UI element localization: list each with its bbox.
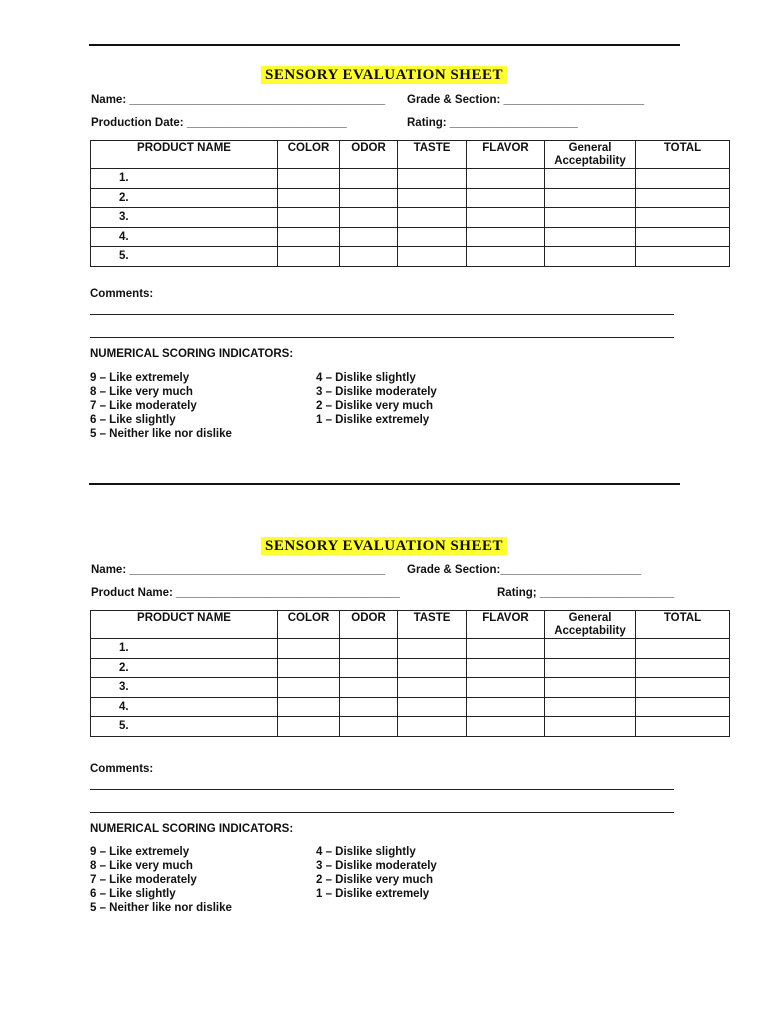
scale-item: 4 – Dislike slightly [316, 846, 416, 858]
table-cell[interactable] [398, 717, 467, 737]
col-header-color: COLOR [278, 611, 340, 639]
table-cell[interactable] [467, 678, 545, 698]
table-cell[interactable] [636, 697, 730, 717]
table-cell[interactable] [467, 188, 545, 208]
table-cell[interactable] [467, 227, 545, 247]
col-header-total: TOTAL [636, 141, 730, 169]
table-cell[interactable] [636, 227, 730, 247]
col-header-general-acceptability: General Acceptability [545, 141, 636, 169]
table-row [91, 188, 730, 208]
table-cell[interactable] [636, 639, 730, 659]
scale-item: 7 – Like moderately [90, 874, 197, 886]
comments-label: Comments: [90, 288, 154, 300]
table-cell[interactable] [398, 697, 467, 717]
rating-field[interactable]: Rating: ____________________ [407, 117, 578, 129]
table-row [91, 717, 730, 737]
sheet-title: SENSORY EVALUATION SHEET [261, 537, 507, 555]
scale-like-column [90, 371, 232, 441]
product-name-field[interactable]: Product Name: ___________________________________ [91, 587, 400, 599]
table-cell[interactable] [545, 188, 636, 208]
scoring-title: NUMERICAL SCORING INDICATORS: [90, 823, 294, 835]
table-cell[interactable] [467, 247, 545, 267]
table-cell[interactable] [340, 227, 398, 247]
evaluation-sheet-2 [0, 483, 768, 953]
col-header-flavor: FLAVOR [467, 141, 545, 169]
table-cell[interactable] [545, 658, 636, 678]
row-number: 5. [91, 247, 278, 267]
table-row [91, 169, 730, 189]
comment-line[interactable] [90, 789, 674, 790]
rating-field[interactable]: Rating; _____________________ [497, 587, 675, 599]
scale-item: 8 – Like very much [90, 860, 193, 872]
col-header-product-name: PRODUCT NAME [91, 611, 278, 639]
table-cell[interactable] [636, 169, 730, 189]
table-cell[interactable] [340, 658, 398, 678]
row-number: 2. [91, 188, 278, 208]
table-cell[interactable] [278, 169, 340, 189]
scale-dislike-column [316, 371, 437, 427]
table-row [91, 639, 730, 659]
scale-item: 1 – Dislike extremely [316, 888, 430, 900]
table-cell[interactable] [636, 658, 730, 678]
table-row [91, 208, 730, 228]
col-header-total: TOTAL [636, 611, 730, 639]
scale-item: 2 – Dislike very much [316, 874, 433, 886]
scale-item: 8 – Like very much [90, 386, 193, 398]
scale-item: 9 – Like extremely [90, 372, 190, 384]
table-cell[interactable] [278, 639, 340, 659]
scale-item: 4 – Dislike slightly [316, 372, 416, 384]
table-cell[interactable] [636, 247, 730, 267]
table-cell[interactable] [398, 658, 467, 678]
scale-item: 5 – Neither like nor dislike [90, 428, 232, 440]
table-cell[interactable] [467, 169, 545, 189]
table-cell[interactable] [467, 208, 545, 228]
table-cell[interactable] [398, 678, 467, 698]
grade-section-field[interactable]: Grade & Section: ______________________ [407, 94, 645, 106]
table-cell[interactable] [545, 697, 636, 717]
table-cell[interactable] [398, 247, 467, 267]
col-header-odor: ODOR [340, 141, 398, 169]
scale-item: 2 – Dislike very much [316, 400, 433, 412]
table-cell[interactable] [278, 188, 340, 208]
table-cell[interactable] [467, 717, 545, 737]
table-row [91, 227, 730, 247]
scale-like-column [90, 845, 232, 915]
table-cell[interactable] [278, 247, 340, 267]
table-cell[interactable] [278, 717, 340, 737]
row-number: 1. [91, 169, 278, 189]
table-cell[interactable] [545, 169, 636, 189]
table-cell[interactable] [340, 639, 398, 659]
scale-item: 3 – Dislike moderately [316, 386, 437, 398]
production-date-field[interactable]: Production Date: _________________________ [91, 117, 347, 129]
row-number: 4. [91, 697, 278, 717]
table-cell[interactable] [636, 188, 730, 208]
grade-section-field[interactable]: Grade & Section:______________________ [407, 564, 642, 576]
table-cell[interactable] [340, 678, 398, 698]
col-header-color: COLOR [278, 141, 340, 169]
col-header-taste: TASTE [398, 611, 467, 639]
table-cell[interactable] [340, 208, 398, 228]
scale-item: 6 – Like slightly [90, 888, 176, 900]
table-cell[interactable] [545, 717, 636, 737]
table-cell[interactable] [340, 188, 398, 208]
table-row [91, 658, 730, 678]
table-cell[interactable] [340, 697, 398, 717]
row-number: 5. [91, 717, 278, 737]
name-field[interactable]: Name: ________________________________________ [91, 564, 386, 576]
row-number: 3. [91, 208, 278, 228]
table-cell[interactable] [340, 247, 398, 267]
table-cell[interactable] [278, 697, 340, 717]
table-cell[interactable] [467, 658, 545, 678]
scale-item: 6 – Like slightly [90, 414, 176, 426]
table-cell[interactable] [398, 188, 467, 208]
evaluation-table [90, 140, 730, 267]
top-divider [89, 44, 680, 46]
top-divider [89, 483, 680, 485]
table-cell[interactable] [636, 717, 730, 737]
table-cell[interactable] [398, 227, 467, 247]
col-header-general-acceptability: General Acceptability [545, 611, 636, 639]
row-number: 4. [91, 227, 278, 247]
table-cell[interactable] [278, 658, 340, 678]
scale-item: 3 – Dislike moderately [316, 860, 437, 872]
table-cell[interactable] [467, 697, 545, 717]
table-cell[interactable] [340, 169, 398, 189]
table-cell[interactable] [545, 639, 636, 659]
table-cell[interactable] [467, 639, 545, 659]
evaluation-sheet-1 [0, 44, 768, 514]
comment-line[interactable] [90, 812, 674, 813]
table-cell[interactable] [278, 678, 340, 698]
col-header-product-name: PRODUCT NAME [91, 141, 278, 169]
table-cell[interactable] [636, 678, 730, 698]
table-cell[interactable] [398, 169, 467, 189]
scale-item: 9 – Like extremely [90, 846, 190, 858]
table-cell[interactable] [545, 247, 636, 267]
sheet-title: SENSORY EVALUATION SHEET [261, 66, 507, 84]
col-header-taste: TASTE [398, 141, 467, 169]
table-row [91, 247, 730, 267]
table-cell[interactable] [340, 717, 398, 737]
row-number: 1. [91, 639, 278, 659]
name-field[interactable]: Name: ________________________________________ [91, 94, 386, 106]
scale-item: 5 – Neither like nor dislike [90, 902, 232, 914]
col-header-odor: ODOR [340, 611, 398, 639]
table-cell[interactable] [636, 208, 730, 228]
row-number: 2. [91, 658, 278, 678]
table-row [91, 697, 730, 717]
table-cell[interactable] [398, 208, 467, 228]
table-cell[interactable] [545, 678, 636, 698]
scale-dislike-column [316, 845, 437, 901]
scale-item: 7 – Like moderately [90, 400, 197, 412]
table-cell[interactable] [278, 208, 340, 228]
table-cell[interactable] [398, 639, 467, 659]
comment-line[interactable] [90, 337, 674, 338]
comment-line[interactable] [90, 314, 674, 315]
evaluation-table [90, 610, 730, 737]
scoring-title: NUMERICAL SCORING INDICATORS: [90, 348, 294, 360]
table-cell[interactable] [278, 227, 340, 247]
col-header-flavor: FLAVOR [467, 611, 545, 639]
table-cell[interactable] [545, 208, 636, 228]
comments-label: Comments: [90, 763, 154, 775]
scale-item: 1 – Dislike extremely [316, 414, 430, 426]
table-cell[interactable] [545, 227, 636, 247]
row-number: 3. [91, 678, 278, 698]
table-row [91, 678, 730, 698]
